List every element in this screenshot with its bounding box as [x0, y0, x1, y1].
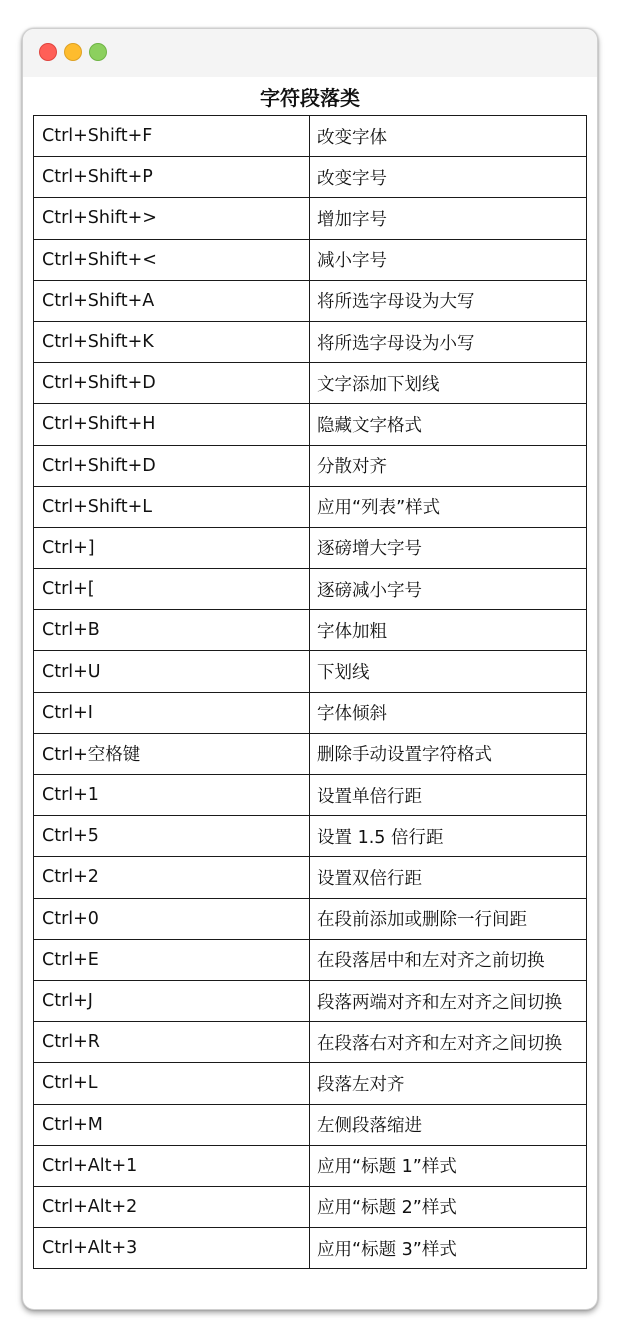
table-row	[34, 321, 587, 362]
shortcut-description-cell: 文字添加下划线	[310, 363, 587, 404]
table-row	[34, 857, 587, 898]
table-row	[34, 1063, 587, 1104]
shortcut-key-cell: Ctrl+Shift+D	[34, 445, 310, 486]
table-row	[34, 775, 587, 816]
table-row	[34, 1104, 587, 1145]
close-button[interactable]	[39, 43, 57, 61]
shortcut-description-cell: 在段前添加或删除一行间距	[310, 898, 587, 939]
shortcut-key-cell: Ctrl+U	[34, 651, 310, 692]
shortcut-description-cell: 分散对齐	[310, 445, 587, 486]
shortcut-key-cell: Ctrl+R	[34, 1022, 310, 1063]
shortcut-table-body	[34, 116, 587, 1269]
shortcut-description-cell: 将所选字母设为大写	[310, 280, 587, 321]
shortcut-key-cell: Ctrl+Shift+D	[34, 363, 310, 404]
table-row	[34, 280, 587, 321]
shortcut-key-cell: Ctrl+Shift+F	[34, 116, 310, 157]
shortcut-key-cell: Ctrl+I	[34, 692, 310, 733]
table-row	[34, 198, 587, 239]
shortcut-key-cell: Ctrl+E	[34, 939, 310, 980]
zoom-button[interactable]	[89, 43, 107, 61]
shortcut-key-cell: Ctrl+[	[34, 569, 310, 610]
table-row	[34, 939, 587, 980]
shortcut-description-cell: 在段落右对齐和左对齐之间切换	[310, 1022, 587, 1063]
shortcut-key-cell: Ctrl+5	[34, 816, 310, 857]
shortcut-key-cell: Ctrl+Shift+K	[34, 321, 310, 362]
table-row	[34, 116, 587, 157]
shortcut-table	[33, 115, 587, 1269]
table-row	[34, 651, 587, 692]
shortcut-key-cell: Ctrl+2	[34, 857, 310, 898]
shortcut-key-cell: Ctrl+Shift+H	[34, 404, 310, 445]
shortcut-key-cell: Ctrl+L	[34, 1063, 310, 1104]
shortcut-description-cell: 将所选字母设为小写	[310, 321, 587, 362]
window	[22, 28, 598, 1310]
table-row	[34, 527, 587, 568]
shortcut-description-cell: 逐磅增大字号	[310, 527, 587, 568]
shortcut-description-cell: 隐藏文字格式	[310, 404, 587, 445]
shortcut-description-cell: 设置双倍行距	[310, 857, 587, 898]
shortcut-key-cell: Ctrl+0	[34, 898, 310, 939]
shortcut-description-cell: 应用“列表”样式	[310, 486, 587, 527]
table-row	[34, 1145, 587, 1186]
shortcut-description-cell: 下划线	[310, 651, 587, 692]
shortcut-description-cell: 增加字号	[310, 198, 587, 239]
shortcut-description-cell: 字体加粗	[310, 610, 587, 651]
shortcut-description-cell: 在段落居中和左对齐之前切换	[310, 939, 587, 980]
table-row	[34, 692, 587, 733]
shortcut-description-cell: 段落左对齐	[310, 1063, 587, 1104]
table-row	[34, 404, 587, 445]
shortcut-key-cell: Ctrl+Shift+>	[34, 198, 310, 239]
table-row	[34, 363, 587, 404]
shortcut-key-cell: Ctrl+]	[34, 527, 310, 568]
shortcut-description-cell: 删除手动设置字符格式	[310, 733, 587, 774]
page-title: 字符段落类	[260, 86, 360, 110]
shortcut-key-cell: Ctrl+Shift+L	[34, 486, 310, 527]
table-row	[34, 816, 587, 857]
table-row	[34, 239, 587, 280]
table-row	[34, 445, 587, 486]
shortcut-description-cell: 字体倾斜	[310, 692, 587, 733]
table-row	[34, 1228, 587, 1269]
shortcut-description-cell: 应用“标题 3”样式	[310, 1228, 587, 1269]
table-row	[34, 157, 587, 198]
shortcut-key-cell: Ctrl+Shift+<	[34, 239, 310, 280]
shortcut-key-cell: Ctrl+Alt+2	[34, 1186, 310, 1227]
shortcut-key-cell: Ctrl+J	[34, 980, 310, 1021]
shortcut-description-cell: 段落两端对齐和左对齐之间切换	[310, 980, 587, 1021]
table-row	[34, 610, 587, 651]
table-row	[34, 733, 587, 774]
shortcut-description-cell: 应用“标题 2”样式	[310, 1186, 587, 1227]
shortcut-key-cell: Ctrl+空格键	[34, 733, 310, 774]
table-row	[34, 569, 587, 610]
shortcut-description-cell: 逐磅减小字号	[310, 569, 587, 610]
table-row	[34, 980, 587, 1021]
shortcut-key-cell: Ctrl+Shift+A	[34, 280, 310, 321]
shortcut-key-cell: Ctrl+Shift+P	[34, 157, 310, 198]
shortcut-key-cell: Ctrl+Alt+1	[34, 1145, 310, 1186]
shortcut-description-cell: 改变字体	[310, 116, 587, 157]
table-row	[34, 1022, 587, 1063]
shortcut-description-cell: 设置单倍行距	[310, 775, 587, 816]
shortcut-description-cell: 应用“标题 1”样式	[310, 1145, 587, 1186]
shortcut-key-cell: Ctrl+B	[34, 610, 310, 651]
table-row	[34, 898, 587, 939]
shortcut-description-cell: 减小字号	[310, 239, 587, 280]
minimize-button[interactable]	[64, 43, 82, 61]
shortcut-description-cell: 左侧段落缩进	[310, 1104, 587, 1145]
shortcut-description-cell: 设置 1.5 倍行距	[310, 816, 587, 857]
title-bar	[23, 29, 597, 77]
shortcut-key-cell: Ctrl+Alt+3	[34, 1228, 310, 1269]
table-row	[34, 486, 587, 527]
shortcut-key-cell: Ctrl+M	[34, 1104, 310, 1145]
shortcut-key-cell: Ctrl+1	[34, 775, 310, 816]
table-row	[34, 1186, 587, 1227]
shortcut-description-cell: 改变字号	[310, 157, 587, 198]
